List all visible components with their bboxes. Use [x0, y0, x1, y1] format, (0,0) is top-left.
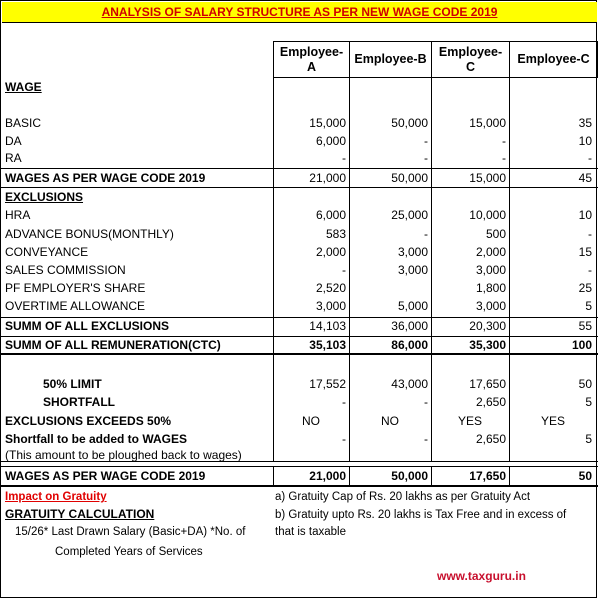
cell: - [342, 263, 346, 277]
cell: 86,000 [391, 338, 428, 352]
cell: 2,000 [475, 245, 506, 259]
gratuity-note-b: b) Gratuity upto Rs. 20 lakhs is Tax Free and in excess of [275, 509, 567, 521]
cell: 17,650 [469, 377, 506, 391]
section-exclusions [1, 189, 598, 206]
gratuity-formula-line2: Completed Years of Services [55, 546, 203, 558]
cell: - [588, 227, 592, 241]
cell: - [424, 432, 428, 446]
gratuity-formula-line1: 15/26* Last Drawn Salary (Basic+DA) *No. of [15, 526, 246, 538]
cell: - [342, 432, 346, 446]
cell: 3,000 [475, 263, 506, 277]
cell: 10 [578, 134, 592, 148]
cell: NO [381, 414, 399, 428]
table-row [1, 431, 598, 448]
cell: 5 [585, 395, 592, 409]
row-label: EXCLUSIONS EXCEEDS 50% [5, 414, 172, 428]
cell: 6,000 [315, 208, 346, 222]
cell: 14,103 [309, 319, 346, 333]
cell: 10 [578, 208, 592, 222]
table-row [1, 413, 598, 430]
cell: 50,000 [391, 171, 428, 185]
row-label: Shortfall to be added to WAGES [5, 432, 188, 446]
table-row [1, 133, 598, 150]
cell: 15,000 [469, 116, 506, 130]
cell: 20,300 [469, 319, 506, 333]
cell: NO [302, 414, 320, 428]
row-label: RA [5, 151, 22, 165]
row-label: WAGES AS PER WAGE CODE 2019 [5, 171, 206, 185]
cell: 2,650 [475, 395, 506, 409]
table-row [1, 115, 598, 132]
grid-line [1, 168, 598, 169]
header-line: C [465, 59, 476, 74]
cell: 2,000 [315, 245, 346, 259]
row-label: (This amount to be ploughed back to wages) [5, 448, 242, 462]
cell: 15 [578, 245, 592, 259]
column-header-employee-c [431, 41, 510, 78]
row-label: WAGES AS PER WAGE CODE 2019 [5, 469, 206, 483]
cell: YES [540, 414, 565, 428]
cell: 50 [578, 469, 592, 483]
cell: 17,650 [469, 469, 506, 483]
cell: 43,000 [391, 377, 428, 391]
table-row [1, 207, 598, 224]
watermark: www.taxguru.in [437, 569, 526, 583]
grid-line [1, 485, 598, 487]
cell: - [424, 395, 428, 409]
cell: 55 [578, 319, 592, 333]
row-label: 50% LIMIT [43, 377, 102, 391]
cell: 3,000 [315, 299, 346, 313]
cell: 35,103 [309, 338, 346, 352]
cell: - [502, 134, 506, 148]
cell: 17,552 [309, 377, 346, 391]
cell: - [588, 263, 592, 277]
table-row [1, 376, 598, 393]
row-label: CONVEYANCE [5, 245, 89, 259]
column-header-employee-c2 [509, 41, 598, 78]
table-row [1, 280, 598, 297]
cell: 3,000 [397, 245, 428, 259]
cell: 5 [585, 299, 592, 313]
cell: 36,000 [391, 319, 428, 333]
cell: - [342, 151, 346, 165]
cell: - [342, 395, 346, 409]
cell: 5,000 [397, 299, 428, 313]
section-wage [1, 79, 598, 96]
cell: 5 [585, 432, 592, 446]
cell: 21,000 [309, 469, 346, 483]
cell: 6,000 [315, 134, 346, 148]
gratuity-calc-heading: GRATUITY CALCULATION [5, 507, 155, 521]
row-label: HRA [5, 208, 31, 222]
row-label: SUMM OF ALL EXCLUSIONS [5, 319, 170, 333]
row-label: DA [5, 134, 22, 148]
grid-line [1, 187, 598, 188]
cell: 100 [571, 338, 592, 352]
header-line: Employee-C [517, 52, 590, 66]
cell: 45 [578, 171, 592, 185]
cell: 35,300 [469, 338, 506, 352]
cell: 2,520 [315, 281, 346, 295]
cell: 50,000 [391, 469, 428, 483]
header-line: Employee- [438, 44, 503, 59]
cell: YES [457, 414, 482, 428]
cell: - [588, 151, 592, 165]
row-label: SHORTFALL [43, 395, 115, 409]
gratuity-note-a: a) Gratuity Cap of Rs. 20 lakhs as per Gratuity Act [275, 491, 531, 503]
cell: - [424, 227, 428, 241]
table-row [1, 394, 598, 411]
row-label: ADVANCE BONUS(MONTHLY) [5, 227, 174, 241]
header-line: A [306, 59, 317, 74]
cell: 2,650 [475, 432, 506, 446]
cell: - [424, 134, 428, 148]
cell: 500 [485, 227, 506, 241]
column-header-employee-b [349, 41, 432, 78]
sheet-title: ANALYSIS OF SALARY STRUCTURE AS PER NEW WAGE CODE 2019 [2, 2, 597, 23]
row-label: SUMM OF ALL REMUNERATION(CTC) [5, 338, 221, 352]
gratuity-impact-heading: Impact on Gratuity [5, 491, 107, 503]
grid-line [1, 466, 598, 467]
cell: 50 [578, 377, 592, 391]
cell: 35 [578, 116, 592, 130]
cell: 3,000 [397, 263, 428, 277]
table-row [1, 298, 598, 315]
table-row [1, 226, 598, 243]
table-row-sum-exclusions [1, 318, 598, 335]
table-row [1, 244, 598, 261]
cell: 15,000 [469, 171, 506, 185]
table-row [1, 150, 598, 167]
cell: - [424, 151, 428, 165]
header-line: Employee-B [354, 52, 427, 66]
row-label: SALES COMMISSION [5, 263, 126, 277]
cell: 3,000 [475, 299, 506, 313]
cell: 583 [325, 227, 346, 241]
row-label: BASIC [5, 116, 42, 130]
section-label: EXCLUSIONS [5, 190, 84, 204]
cell: 21,000 [309, 171, 346, 185]
column-header-employee-a [273, 41, 350, 78]
cell: 15,000 [309, 116, 346, 130]
cell: 1,800 [475, 281, 506, 295]
cell: 25,000 [391, 208, 428, 222]
table-row-wages-final [1, 468, 598, 485]
cell: 10,000 [469, 208, 506, 222]
cell: - [502, 151, 506, 165]
table-row-note [1, 447, 598, 464]
row-label: OVERTIME ALLOWANCE [5, 299, 146, 313]
cell: 50,000 [391, 116, 428, 130]
table-row [1, 262, 598, 279]
table-row-sum-remuneration [1, 337, 598, 354]
header-line: Employee- [279, 44, 344, 59]
section-label: WAGE [5, 80, 42, 94]
gratuity-note-b-cont: that is taxable [275, 526, 346, 538]
cell: 25 [578, 281, 592, 295]
row-label: PF EMPLOYER'S SHARE [5, 281, 146, 295]
table-row-wages-total [1, 170, 598, 187]
